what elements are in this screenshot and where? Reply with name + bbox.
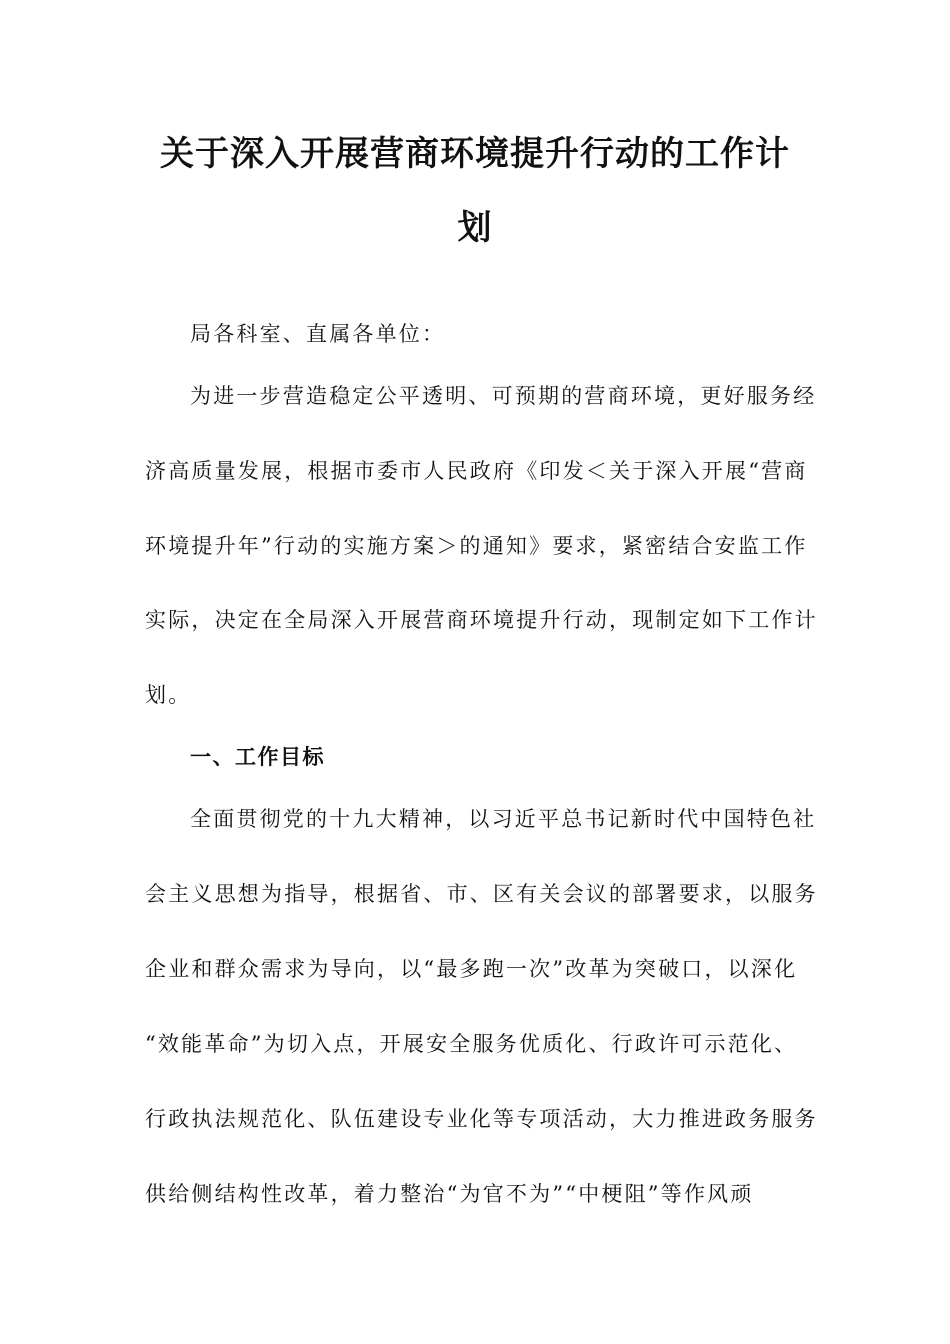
section-line: 会主义思想为指导，根据省、市、区有关会议的部署要求，以服务 [145,882,818,906]
section-line: 供给侧结构性改革，着力整治“为官不为”“中梗阻”等作风顽 [145,1182,754,1206]
section-line: 行政执法规范化、队伍建设专业化等专项活动，大力推进政务服务 [145,1107,818,1131]
section-line: 全面贯彻党的十九大精神，以习近平总书记新时代中国特色社 [190,807,817,831]
document-title-line-2: 划 [457,208,493,248]
intro-line: 划。 [145,683,192,707]
intro-line: 济高质量发展，根据市委市人民政府《印发＜关于深入开展“营商 [145,459,808,483]
intro-line: 实际，决定在全局深入开展营商环境提升行动，现制定如下工作计 [145,608,818,632]
section-heading: 一、工作目标 [190,744,325,769]
salutation: 局各科室、直属各单位： [190,322,446,346]
section-line: 企业和群众需求为导向，以“最多跑一次”改革为突破口，以深化 [145,957,798,981]
intro-line: 环境提升年”行动的实施方案＞的通知》要求，紧密结合安监工作 [145,534,808,558]
intro-line: 为进一步营造稳定公平透明、可预期的营商环境，更好服务经 [190,384,817,408]
section-line: “效能革命”为切入点，开展安全服务优质化、行政许可示范化、 [145,1032,798,1056]
document-title-line-1: 关于深入开展营商环境提升行动的工作计 [160,134,790,174]
